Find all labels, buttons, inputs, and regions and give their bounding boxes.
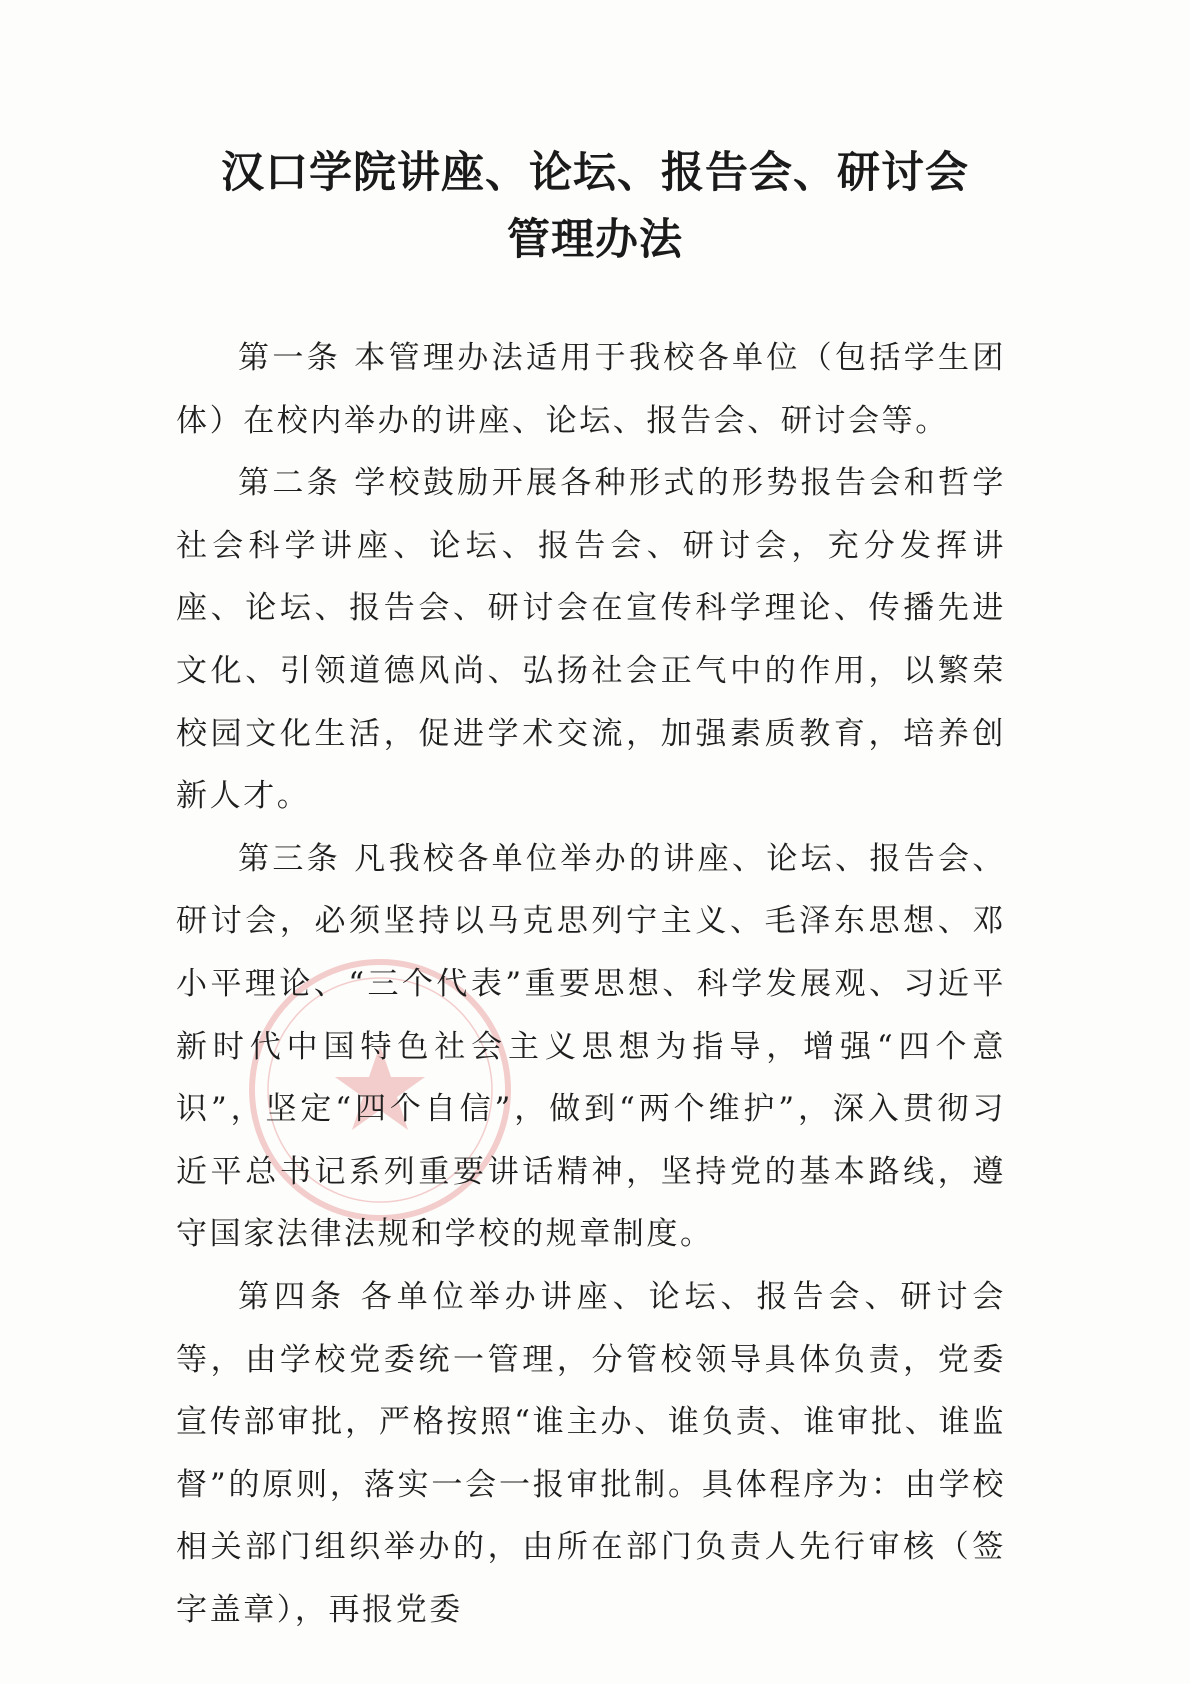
document-title xyxy=(0,140,1190,274)
document-body xyxy=(176,327,1006,1641)
title-line-2: 管理办法 xyxy=(507,215,683,265)
article-3: 第三条 凡我校各单位举办的讲座、论坛、报告会、研讨会，必须坚持以马克思列宁主义、毛泽东思想、邓小平理论、“三个代表”重要思想、科学发展观、习近平新时代中国特色社会主义思想为指导，增强“四个意识”，坚定“四个自信”，做到“两个维护”，深入贯彻习近平总书记系列重要讲话精神，坚持党的基本路线，遵守国家法律法规和学校的规章制度。 xyxy=(176,840,1006,1253)
article-4: 第四条 各单位举办讲座、论坛、报告会、研讨会等，由学校党委统一管理，分管校领导具体负责，党委宣传部审批，严格按照“谁主办、谁负责、谁审批、谁监督”的原则，落实一会一报审批制。具体程序为：由学校相关部门组织举办的，由所在部门负责人先行审核（签字盖章），再报党委 xyxy=(176,1278,1006,1628)
article-2: 第二条 学校鼓励开展各种形式的形势报告会和哲学社会科学讲座、论坛、报告会、研讨会，充分发挥讲座、论坛、报告会、研讨会在宣传科学理论、传播先进文化、引领道德风尚、弘扬社会正气中的作用，以繁荣校园文化生活，促进学术交流，加强素质教育，培养创新人才。 xyxy=(176,465,1006,815)
article-1: 第一条 本管理办法适用于我校各单位（包括学生团体）在校内举办的讲座、论坛、报告会、研讨会等。 xyxy=(176,340,1006,439)
title-line-1: 汉口学院讲座、论坛、报告会、研讨会 xyxy=(221,148,969,198)
